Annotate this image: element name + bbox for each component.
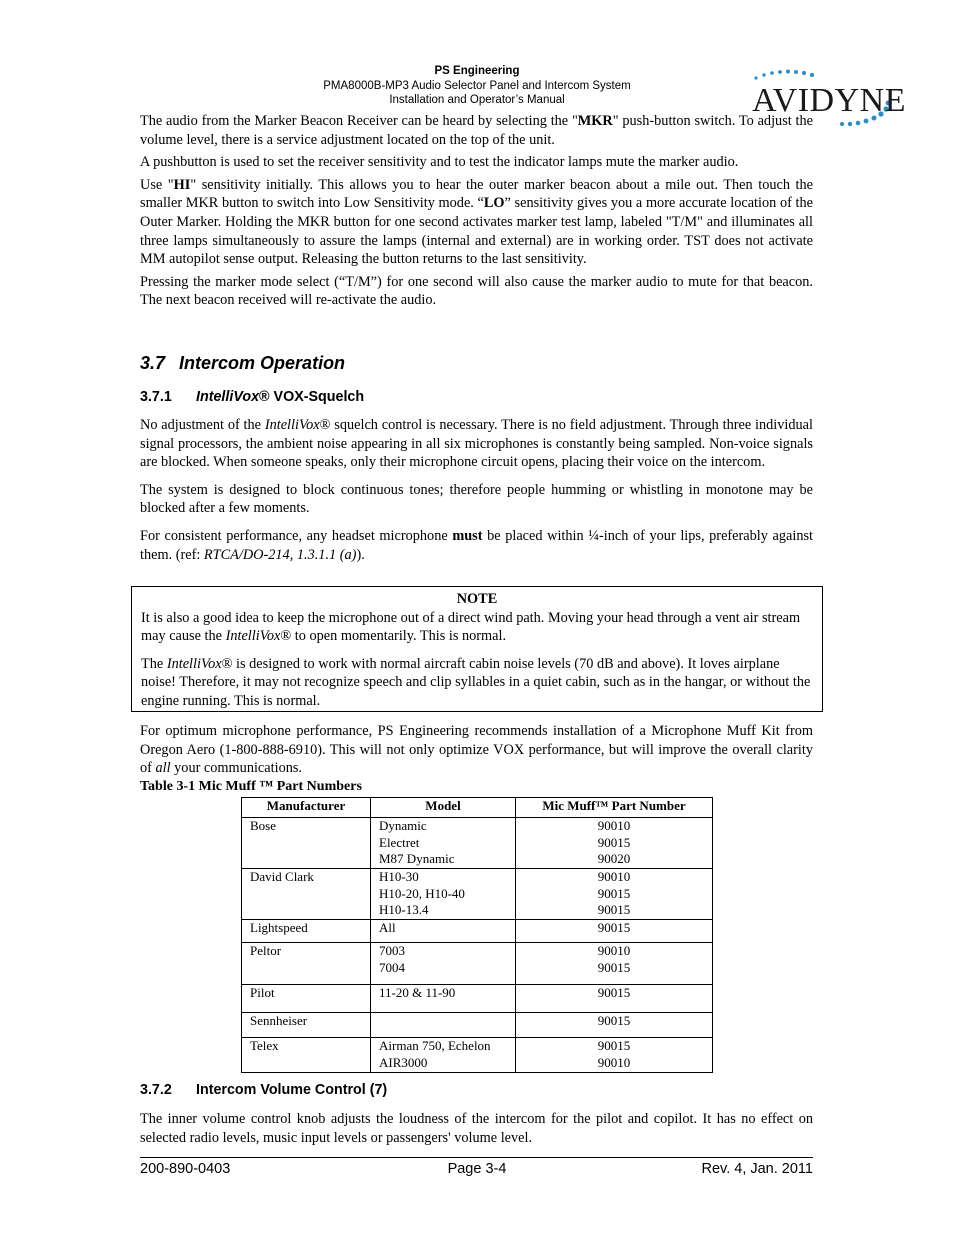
footer-revision: Rev. 4, Jan. 2011 <box>701 1161 813 1177</box>
model-value: H10-20, H10-40 <box>379 885 465 901</box>
note-title: NOTE <box>456 591 498 607</box>
footer-doc-number: 200-890-0403 <box>140 1161 231 1177</box>
manufacturer-cell: Lightspeed <box>242 920 371 943</box>
footer-page: Page 3-4 <box>447 1161 507 1177</box>
part-number-cell <box>516 1013 713 1038</box>
intro-block <box>140 112 813 310</box>
logo-wordmark: AVIDYNE <box>752 82 906 119</box>
part-number-value: 90015 <box>597 1013 631 1028</box>
part-number-value: 90010 <box>597 818 631 833</box>
part-number-cell <box>516 920 713 943</box>
model-value: 7003 <box>379 943 405 958</box>
model-cell <box>371 818 516 869</box>
subsection-heading-volume: 3.7.2 Intercom Volume Control (7) <box>140 1082 388 1098</box>
paragraph: Pressing the marker mode select (“T/M”) for one second will also cause the marker audio to mute for that beacon. The next beacon received will re-activate the audio. <box>140 273 813 309</box>
table-row <box>242 818 713 869</box>
footer-rule <box>140 1157 813 1158</box>
model-value: All <box>379 920 396 935</box>
model-value: Electret <box>379 834 420 850</box>
paragraph: For optimum microphone performance, PS Engineering recommends installation of a Microphone Muff Kit from Oregon Aero (1-800-888-6910). This will not only optimize VOX performance, but will improve the overall clarity of all your communications. <box>140 723 813 777</box>
table-caption: Table 3-1 Mic Muff ™ Part Numbers <box>140 779 362 794</box>
model-cell <box>371 920 516 943</box>
manufacturer-cell: Peltor <box>242 943 371 985</box>
model-value: H10-30 <box>379 869 419 884</box>
table-row <box>242 869 713 920</box>
col-header: Manufacturer <box>242 798 371 818</box>
model-cell <box>371 943 516 985</box>
paragraph: No adjustment of the IntelliVox® squelch control is necessary. There is no field adjustment. Through three individual signal processors, the ambient noise appearing in all six microphones is constantly being sampled. Non-voice signals are blocked. When someone speaks, only their microphone circuit opens, placing their voice on the intercom. <box>140 417 813 471</box>
model-value: M87 Dynamic <box>379 851 455 867</box>
model-cell <box>371 869 516 920</box>
paragraph: For consistent performance, any headset microphone must be placed within ¼-inch of your lips, preferably against them. (ref: RTCA/DO-214, 1.3.1.1 (a)). <box>140 527 814 563</box>
table-row <box>242 1013 713 1038</box>
section-heading: 3.7 Intercom Operation <box>140 353 346 373</box>
note-paragraph: It is also a good idea to keep the microphone out of a direct wind path. Moving your head through a vent air stream may cause the IntelliVox® to open momentarily. This is normal. <box>141 609 801 645</box>
vox-block <box>140 416 813 564</box>
table-row <box>242 1038 713 1073</box>
manufacturer-cell: Sennheiser <box>242 1013 371 1038</box>
note-box <box>131 586 823 712</box>
manufacturer-cell: David Clark <box>242 869 371 920</box>
model-value: H10-13.4 <box>379 902 429 918</box>
model-value: Dynamic <box>379 818 427 833</box>
table-row <box>242 985 713 1013</box>
part-number-cell <box>516 943 713 985</box>
paragraph: The audio from the Marker Beacon Receiver can be heard by selecting the "MKR" push-button switch. To adjust the volume level, there is a service adjustment located on the top of the unit. <box>140 113 813 148</box>
col-header: Model <box>371 798 516 818</box>
part-number-value: 90010 <box>597 1054 631 1070</box>
model-value: 7004 <box>379 959 405 975</box>
col-header: Mic Muff™ Part Number <box>516 798 713 818</box>
part-number-cell <box>516 869 713 920</box>
header-company: PS Engineering <box>434 65 520 77</box>
part-number-cell <box>516 818 713 869</box>
part-number-value: 90015 <box>597 959 631 975</box>
table-row <box>242 943 713 985</box>
mic-muff-table <box>241 797 713 1073</box>
manufacturer-cell: Bose <box>242 818 371 869</box>
manufacturer-cell: Pilot <box>242 985 371 1013</box>
subsection-heading-vox: 3.7.1 IntelliVox® VOX-Squelch <box>140 389 365 405</box>
part-number-value: 90015 <box>597 834 631 850</box>
paragraph: The inner volume control knob adjusts the loudness of the intercom for the pilot and copilot. It has no effect on selected radio levels, music input levels or passengers' volume level. <box>140 1111 813 1146</box>
model-value: AIR3000 <box>379 1054 428 1070</box>
part-number-value: 90015 <box>597 920 631 935</box>
part-number-cell <box>516 985 713 1013</box>
model-value: Airman 750, Echelon <box>379 1038 491 1053</box>
part-number-value: 90015 <box>597 885 631 901</box>
part-number-value: 90015 <box>597 902 631 918</box>
paragraph: Use "HI" sensitivity initially. This allows you to hear the outer marker beacon about a mile out. Then touch the smaller MKR button to switch into Low Sensitivity mode. “LO” sensitivity gives you a more accurate location of the Outer Marker. Holding the MKR button for one second activates marker test lamp, labeled "T/M" and illuminates all three lamps simultaneously to assure the lamps (internal and external) are in working order. TST does not activate MM autopilot sense output. Releasing the button returns to the last sensitivity. <box>140 176 813 268</box>
part-number-value: 90015 <box>597 1038 631 1053</box>
header-product: PMA8000B-MP3 Audio Selector Panel and Intercom System <box>323 79 631 92</box>
part-number-cell <box>516 1038 713 1073</box>
after-note-block <box>140 722 813 778</box>
table-header-row <box>242 798 713 818</box>
model-value: 11-20 & 11-90 <box>379 985 456 1000</box>
part-number-value: 90010 <box>597 943 631 958</box>
header-manual: Installation and Operator’s Manual <box>389 94 565 106</box>
note-paragraph: The IntelliVox® is designed to work with normal aircraft cabin noise levels (70 dB and above). It loves airplane noise! Therefore, it may not recognize speech and clip syllables in a quiet cabin, such as in the hangar, or without the engine running. This is normal. <box>141 655 811 709</box>
part-number-value: 90020 <box>597 851 631 867</box>
part-number-value: 90015 <box>597 985 631 1000</box>
paragraph: The system is designed to block continuous tones; therefore people humming or whistling in monotone may be blocked after a few moments. <box>140 481 813 517</box>
volume-block <box>140 1110 813 1147</box>
model-cell <box>371 985 516 1013</box>
part-number-value: 90010 <box>597 869 631 884</box>
table-row <box>242 920 713 943</box>
model-cell <box>371 1013 516 1038</box>
paragraph: A pushbutton is used to set the receiver sensitivity and to test the indicator lamps mute the marker audio. <box>140 154 739 171</box>
manufacturer-cell: Telex <box>242 1038 371 1073</box>
model-cell <box>371 1038 516 1073</box>
